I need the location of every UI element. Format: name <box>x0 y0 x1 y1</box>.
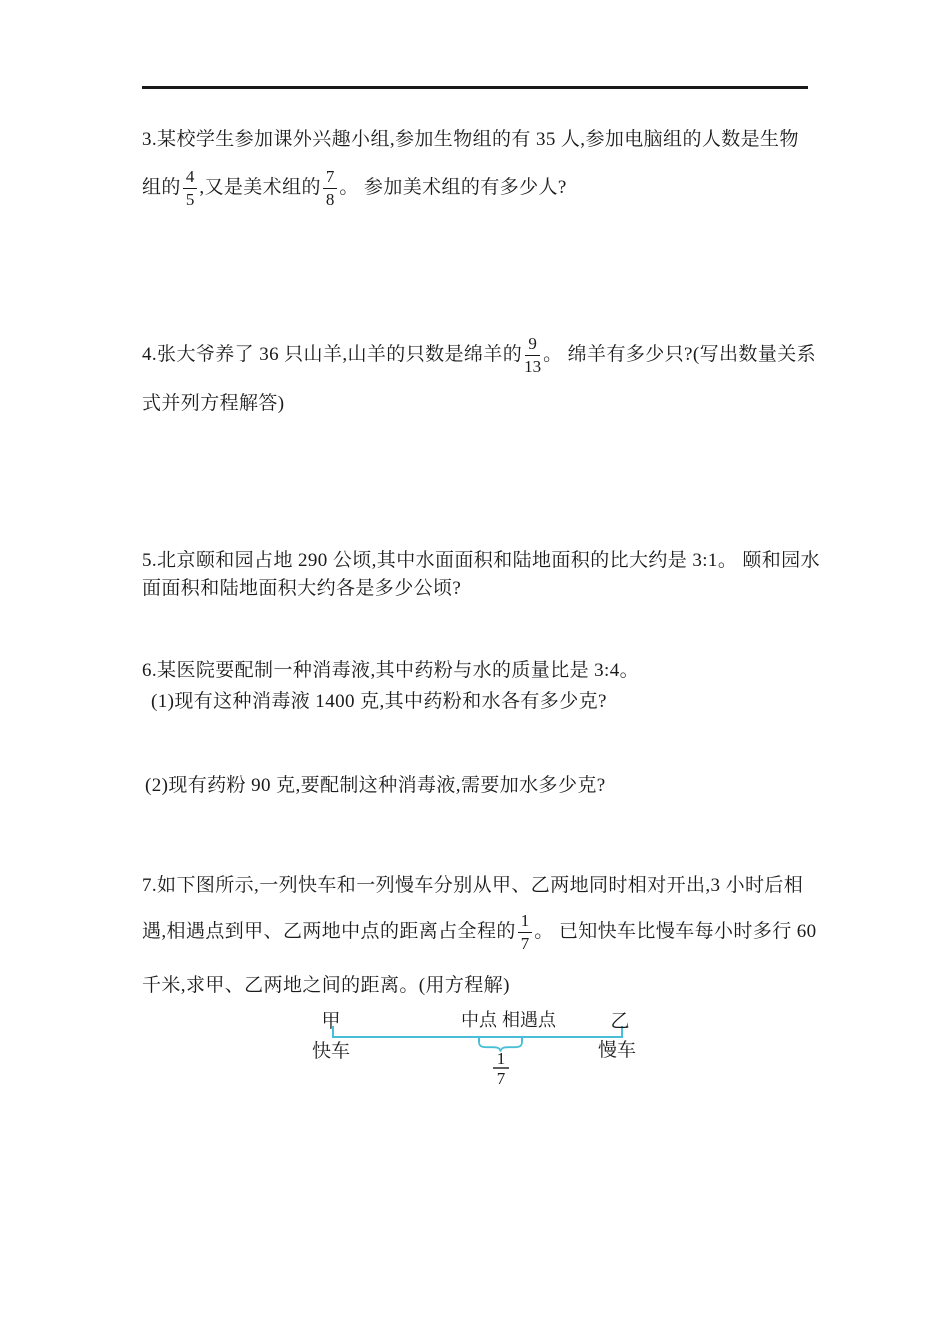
problem-5-text-1: 5.北京颐和园占地 290 公顷,其中水面面积和陆地面积的比大约是 3:1。 颐和园水 <box>142 550 820 571</box>
problem-3-text-2a: 组的 <box>142 176 181 198</box>
problem-6-q1-text: (1)现有这种消毒液 1400 克,其中药粉和水各有多少克? <box>151 691 607 712</box>
problem-4-text-2: 式并列方程解答) <box>142 393 285 414</box>
problem-3-text-1: 3.某校学生参加课外兴趣小组,参加生物组的有 35 人,参加电脑组的人数是生物 <box>142 129 799 150</box>
problem-4-line-2 <box>142 394 285 415</box>
diagram-label-midpoint: 中点 <box>461 1010 497 1030</box>
problem-5-line-1 <box>142 551 820 572</box>
problem-7-text-3: 千米,求甲、乙两地之间的距离。(用方程解) <box>142 975 510 996</box>
problem-4-line-1 <box>142 331 816 379</box>
problem-6-q2-text: (2)现有药粉 90 克,要配制这种消毒液,需要加水多少克? <box>145 775 606 796</box>
problem-7-line-1 <box>142 876 803 897</box>
problem-6-question-1 <box>151 692 607 713</box>
fraction-7-8: $\frac{7}{8}$ <box>323 167 338 208</box>
problem-7-text-2a: 遇,相遇点到甲、乙两地中点的距离占全程的 <box>142 920 516 942</box>
problem-3-text-2b: ,又是美术组的 <box>199 176 321 198</box>
diagram-label-yi: 乙 <box>610 1011 630 1032</box>
diagram-label-meeting-point: 相遇点 <box>502 1010 556 1030</box>
problem-6-line-1 <box>142 661 639 682</box>
top-rule <box>142 86 808 89</box>
diagram-fraction-denominator: 7 <box>496 1069 506 1088</box>
problem-3-line-2 <box>142 164 567 212</box>
problem-6-question-2 <box>145 776 606 797</box>
diagram-label-slow-train: 慢车 <box>597 1040 637 1061</box>
problem-7-line-3 <box>142 976 510 997</box>
problem-7-text-2b: 。 已知快车比慢车每小时多行 60 <box>534 920 817 942</box>
distance-diagram <box>300 1000 650 1095</box>
problem-4-text-1b: 。 绵羊有多少只?(写出数量关系 <box>543 343 817 365</box>
problem-7-text-1: 7.如下图所示,一列快车和一列慢车分别从甲、乙两地同时相对开出,3 小时后相 <box>142 875 804 896</box>
problem-3-line-1 <box>142 130 799 151</box>
diagram-label-fast-train: 快车 <box>311 1041 351 1062</box>
problem-7-line-2 <box>142 908 817 956</box>
fraction-4-5: $\frac{4}{5}$ <box>183 167 198 208</box>
problem-4-text-1a: 4.张大爷养了 36 只山羊,山羊的只数是绵羊的 <box>142 343 523 365</box>
problem-5-text-2: 面面积和陆地面积大约各是多少公顷? <box>142 578 462 599</box>
diagram-fraction-numerator: 1 <box>496 1049 506 1068</box>
fraction-1-7: $\frac{1}{7}$ <box>518 911 533 952</box>
problem-6-text-1: 6.某医院要配制一种消毒液,其中药粉与水的质量比是 3:4。 <box>142 660 640 681</box>
diagram-label-jia: 甲 <box>321 1011 341 1032</box>
fraction-9-13: $\frac{9}{13}$ <box>524 334 542 376</box>
problem-5-line-2 <box>142 579 461 600</box>
problem-3-text-2c: 。 参加美术组的有多少人? <box>339 176 567 198</box>
